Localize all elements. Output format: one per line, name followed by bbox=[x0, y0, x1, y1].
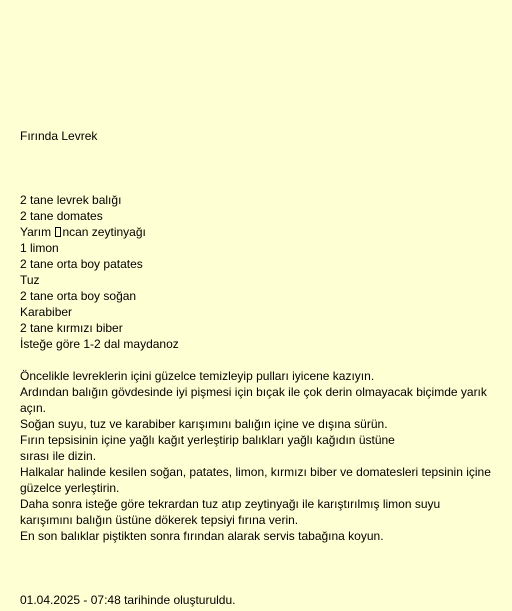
ingredient-item: İsteğe göre 1-2 dal maydanoz bbox=[20, 337, 179, 351]
ingredient-item: 2 tane orta boy patates bbox=[20, 257, 143, 271]
instruction-step: Daha sonra isteğe göre tekrardan tuz atıp zeytinyağı ile karıştırılmış limon suyu karışımını balığın üstüne dökerek tepsiyi fırına verin. bbox=[20, 497, 441, 527]
ingredient-item: 2 tane kırmızı biber bbox=[20, 321, 123, 335]
instruction-step: Halkalar halinde kesilen soğan, patates, limon, kırmızı biber ve domatesleri tepsinin içine güzelce yerleştirin. bbox=[20, 465, 491, 495]
ingredient-item: Yarım ncan zeytinyağı bbox=[20, 225, 146, 239]
instruction-step: Ardından balığın gövdesinde iyi pişmesi için bıçak ile çok derin olmayacak biçimde yarık açın. bbox=[20, 385, 487, 415]
ingredient-item: Tuz bbox=[20, 273, 40, 287]
instruction-list bbox=[20, 368, 496, 544]
missing-glyph-icon bbox=[55, 227, 61, 237]
instruction-step: Öncelikle levreklerin içini güzelce temizleyip pulları iyicene kazıyın. bbox=[20, 369, 375, 383]
ingredient-item: 2 tane domates bbox=[20, 209, 103, 223]
instruction-step: En son balıklar piştikten sonra fırından alarak servis tabağına koyun. bbox=[20, 529, 384, 543]
ingredient-item: Karabiber bbox=[20, 305, 73, 319]
ingredient-item: 2 tane orta boy soğan bbox=[20, 289, 137, 303]
instruction-step: Fırın tepsisinin içine yağlı kağıt yerleştirip balıkları yağlı kağıdın üstüne sırası ile dizin. bbox=[20, 433, 395, 463]
ingredient-item: 1 limon bbox=[20, 241, 59, 255]
recipe-title: Fırında Levrek bbox=[20, 129, 98, 143]
ingredient-item: 2 tane levrek balığı bbox=[20, 193, 122, 207]
instruction-step: Soğan suyu, tuz ve karabiber karışımını balığın içine ve dışına sürün. bbox=[20, 417, 388, 431]
created-timestamp: 01.04.2025 - 07:48 tarihinde oluşturuldu. bbox=[20, 593, 236, 607]
ingredient-list bbox=[20, 192, 179, 352]
